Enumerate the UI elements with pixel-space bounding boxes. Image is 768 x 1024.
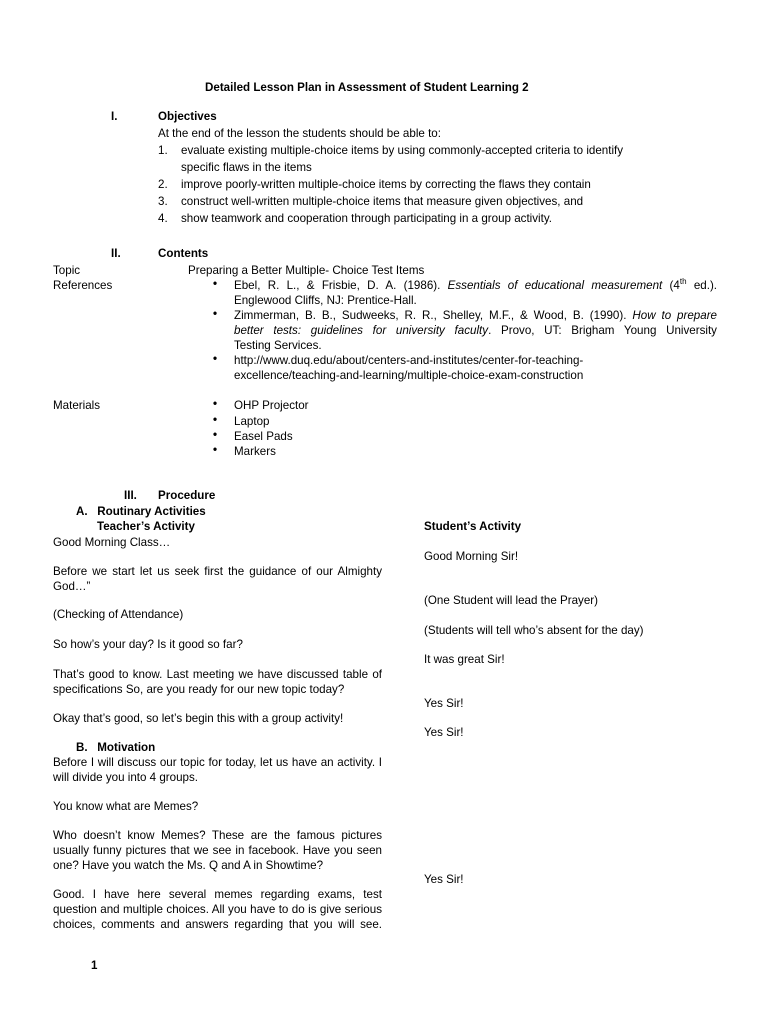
document-title: Detailed Lesson Plan in Assessment of Student Learning 2 [205,81,529,94]
teacher-line-continued: specifications So, are you ready for our new topic today? [53,683,345,696]
teacher-line: Before we start let us seek first the guidance of our Almighty [53,565,382,578]
objective-number: 3. [158,195,168,208]
student-line: (Students will tell who’s absent for the day) [424,624,644,637]
reference-url: http://www.duq.edu/about/centers-and-institutes/center-for-teaching- [234,354,584,367]
reference-url-continued: excellence/teaching-and-learning/multiple-choice-exam-construction [234,369,584,382]
motivation-line-continued: one? Have you watch the Ms. Q and A in Showtime? [53,859,324,872]
objective-number: 2. [158,178,168,191]
student-line: Yes Sir! [424,873,464,886]
bullet-icon: • [213,428,218,441]
section-numeral-procedure: III. [124,489,137,502]
objective-number: 4. [158,212,168,225]
objective-item-continued: specific flaws in the items [181,161,312,174]
motivation-line: Good. I have here several memes regarding exams, test [53,888,382,901]
motivation-line-continued: usually funny pictures that we see in facebook. Have you seen [53,844,382,857]
teacher-line: (Checking of Attendance) [53,608,184,621]
bullet-icon: • [213,443,218,456]
objectives-intro: At the end of the lesson the students should be able to: [158,127,441,140]
motivation-line: Before I will discuss our topic for today, let us have an activity. I [53,756,382,769]
teacher-line: Good Morning Class… [53,536,171,549]
student-line: Yes Sir! [424,726,464,739]
motivation-line: You know what are Memes? [53,800,199,813]
student-activity-heading: Student’s Activity [424,520,522,533]
topic-label: Topic [53,264,81,277]
bullet-icon: • [213,307,218,320]
motivation-line-continued: question and multiple choices. All you have to do is give serious [53,903,382,916]
teacher-line: Okay that’s good, so let’s begin this with a group activity! [53,712,344,725]
procedure-heading: Procedure [158,489,216,502]
section-numeral-contents: II. [111,247,121,260]
bullet-icon: • [213,413,218,426]
materials-label: Materials [53,399,101,412]
bullet-icon: • [213,277,218,290]
student-line: Good Morning Sir! [424,550,519,563]
objective-item: construct well-written multiple-choice items that measure given objectives, and [181,195,584,208]
reference-item: Zimmerman, B. B., Sudweeks, R. R., Shelley, M.F., & Wood, B. (1990). How to prepare [234,309,718,322]
objective-number: 1. [158,144,168,157]
reference-item-continued: Englewood Cliffs, NJ: Prentice-Hall. [234,294,417,307]
reference-item: Ebel, R. L., & Frisbie, D. A. (1986). Essentials of educational measurement (4th ed.). [234,277,718,292]
motivation-line-continued: will divide you into 4 groups. [53,771,199,784]
reference-item-continued: better tests: guidelines for university faculty. Provo, UT: Brigham Young University [234,324,717,337]
student-line: (One Student will lead the Prayer) [424,594,598,607]
teacher-activity-heading: Teacher’s Activity [97,520,195,533]
contents-heading: Contents [158,247,209,260]
teacher-line: That’s good to know. Last meeting we have discussed table of [53,668,382,681]
references-label: References [53,279,113,292]
motivation-line-continued: choices, comments and answers regarding that you will see. [53,918,382,931]
subsection-routinary-activities: A. Routinary Activities [76,505,206,518]
objective-item: evaluate existing multiple-choice items by using commonly-accepted criteria to identify [181,144,624,157]
objective-item: show teamwork and cooperation through participating in a group activity. [181,212,552,225]
material-item: Markers [234,445,276,458]
bullet-icon: • [213,397,218,410]
objective-item: improve poorly-written multiple-choice items by correcting the flaws they contain [181,178,591,191]
motivation-line: Who doesn’t know Memes? These are the famous pictures [53,829,382,842]
page-number: 1 [91,959,98,972]
student-line: It was great Sir! [424,653,505,666]
teacher-line-continued: God…” [53,580,91,593]
topic-value: Preparing a Better Multiple- Choice Test Items [188,264,425,277]
bullet-icon: • [213,352,218,365]
material-item: Laptop [234,415,270,428]
subsection-motivation: B. Motivation [76,741,156,754]
student-line: Yes Sir! [424,697,464,710]
reference-item-continued: Testing Services. [234,339,322,352]
objectives-heading: Objectives [158,110,217,123]
material-item: OHP Projector [234,399,309,412]
teacher-line: So how’s your day? Is it good so far? [53,638,243,651]
section-numeral-objectives: I. [111,110,118,123]
material-item: Easel Pads [234,430,293,443]
